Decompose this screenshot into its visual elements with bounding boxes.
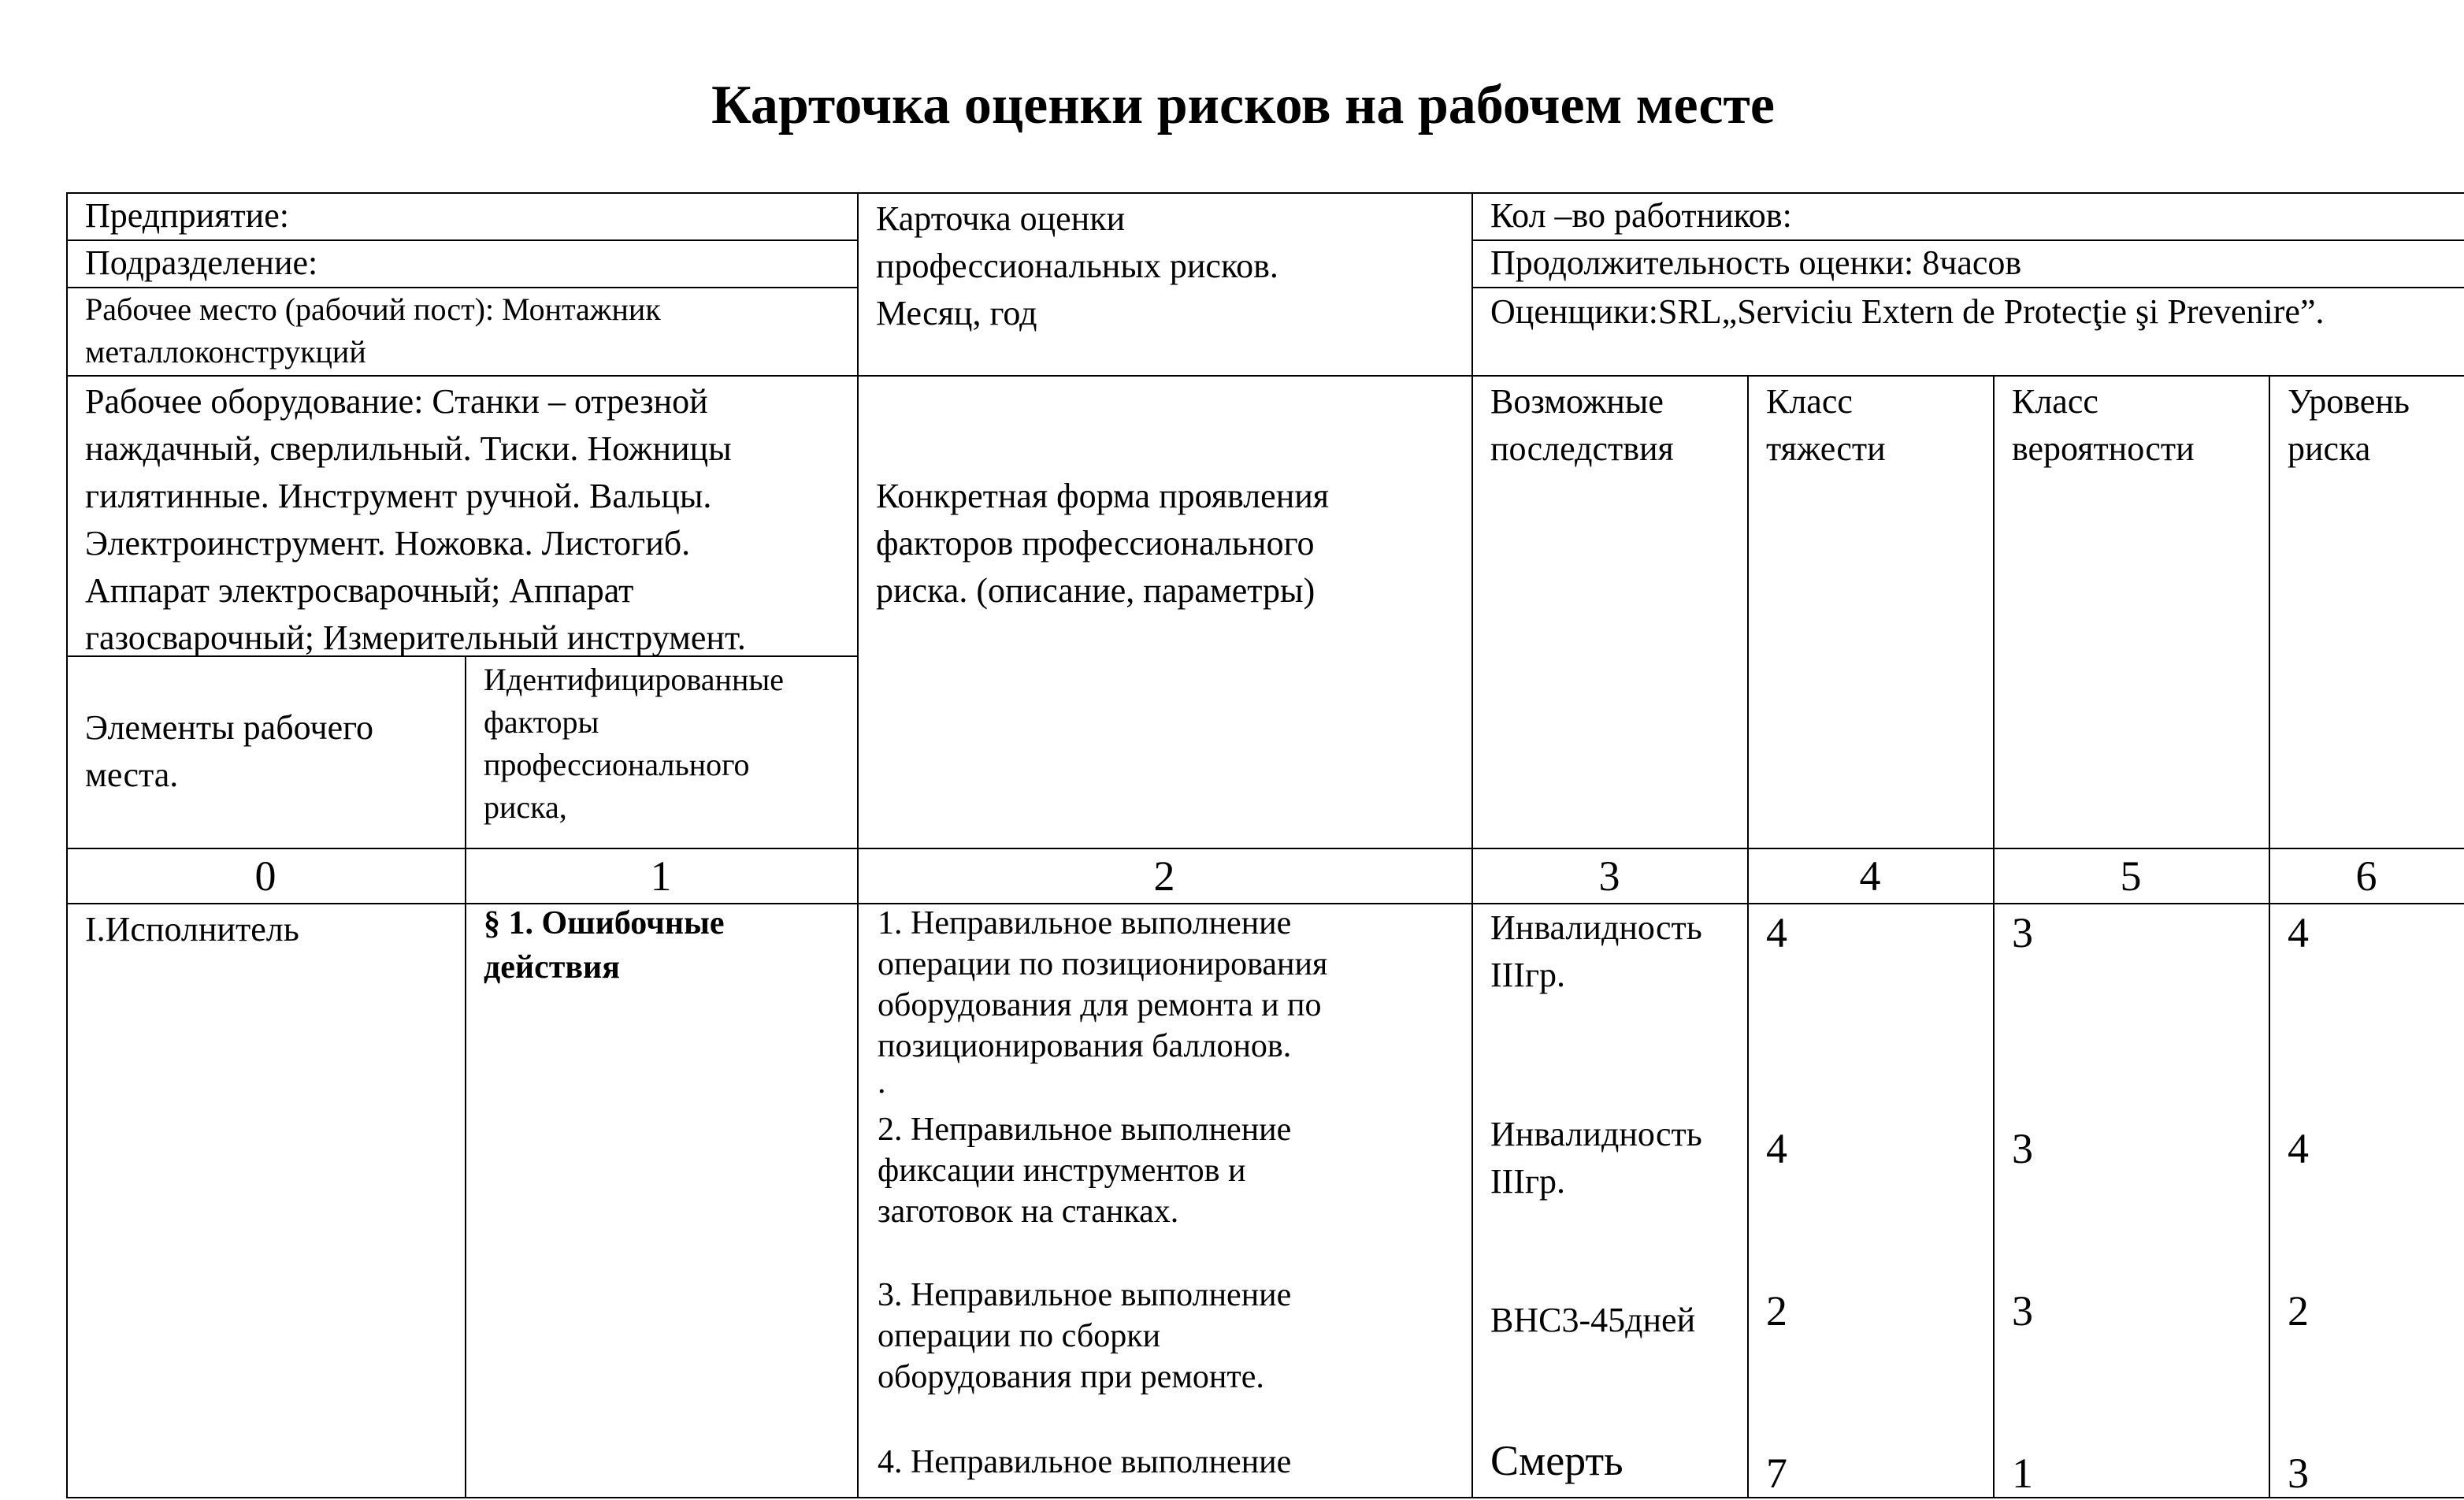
work-element-performer: I.Исполнитель (85, 910, 299, 949)
col-number: 1 (650, 852, 672, 900)
table-border-bottom (66, 1497, 2464, 1498)
severity-class-2: 4 (1766, 1125, 1787, 1172)
risk-description-3: 3. Неправильное выполнение операции по сборки оборудования при ремонте. (878, 1277, 1292, 1395)
severity-class-4: 7 (1766, 1450, 1787, 1497)
row-divider (66, 375, 2464, 377)
col-number: 4 (1859, 852, 1881, 900)
col-divider (465, 655, 466, 1498)
equipment-list: Рабочее оборудование: Станки – отрезной наждачный, сверлильный. Тиски. Ножницы гилятинные. Инструмент ручной. Вальцы. Электроинструмент. Ножовка. Листогиб. Аппарат электросварочный; Аппарат газосварочный; Измерительный инструмент. (85, 382, 746, 657)
probability-class-4: 1 (2012, 1450, 2033, 1497)
risk-level-2: 4 (2288, 1125, 2309, 1172)
assessors-label: Оценщики:SRL„Serviciu Extern de Protecţie şi Prevenire”. (1490, 292, 2325, 331)
col-header-consequences: Возможные последствия (1490, 382, 1674, 468)
risk-level-4: 3 (2288, 1450, 2309, 1497)
page-title: Карточка оценки рисков на рабочем месте (711, 75, 1775, 136)
enterprise-label: Предприятие: (85, 196, 289, 235)
col-header-factors: Идентифицированные факторы профессионального риска, (484, 662, 784, 825)
risk-assessment-table (66, 192, 2464, 1500)
risk-description-1: 1. Неправильное выполнение операции по позиционирования оборудования для ремонта и по позиционирования баллонов. . (878, 905, 1328, 1101)
col-header-risk-level: Уровень риска (2288, 382, 2410, 468)
col-number: 5 (2120, 852, 2142, 900)
col-divider (1993, 375, 1995, 1498)
table-border-top (66, 192, 2464, 194)
row-divider (66, 848, 2464, 849)
consequence-3: ВНС3-45дней (1490, 1301, 1696, 1339)
risk-description-4: 4. Неправильное выполнение (878, 1444, 1292, 1480)
probability-class-1: 3 (2012, 909, 2033, 956)
col-number: 2 (1153, 852, 1175, 900)
col-divider (1747, 375, 1749, 1498)
col-header-probability: Класс вероятности (2012, 382, 2195, 468)
col-header-elements: Элементы рабочего места. (85, 708, 374, 794)
risk-level-1: 4 (2288, 909, 2309, 956)
risk-description-2: 2. Неправильное выполнение фиксации инструментов и заготовок на станках. (878, 1112, 1292, 1230)
severity-class-1: 4 (1766, 909, 1787, 956)
col-number: 6 (2355, 852, 2377, 900)
consequence-1: Инвалидность IIIгр. (1490, 908, 1702, 994)
col-header-form: Конкретная форма проявления факторов профессионального риска. (описание, параметры) (876, 477, 1330, 610)
workplace-label: Рабочее место (рабочий пост): Монтажник металлоконструкций (85, 291, 661, 369)
col-number: 0 (254, 852, 276, 900)
severity-class-3: 2 (1766, 1287, 1787, 1335)
col-divider (1471, 192, 1473, 1498)
probability-class-2: 3 (2012, 1125, 2033, 1172)
workers-count-label: Кол –во работников: (1490, 196, 1792, 235)
col-divider (857, 192, 859, 1498)
card-label: Карточка оценки профессиональных рисков. Месяц, год (876, 199, 1278, 332)
risk-level-3: 2 (2288, 1287, 2309, 1335)
factor-erroneous-actions: § 1. Ошибочные действия (484, 905, 725, 986)
consequence-4: Смерть (1490, 1437, 1623, 1484)
col-number: 3 (1598, 852, 1620, 900)
division-label: Подразделение: (85, 243, 318, 282)
col-divider (2269, 375, 2270, 1498)
table-border-left (66, 192, 68, 1498)
consequence-2: Инвалидность IIIгр. (1490, 1115, 1702, 1201)
probability-class-3: 3 (2012, 1287, 2033, 1335)
duration-label: Продолжительность оценки: 8часов (1490, 243, 2022, 282)
col-header-severity: Класс тяжести (1766, 382, 1886, 468)
